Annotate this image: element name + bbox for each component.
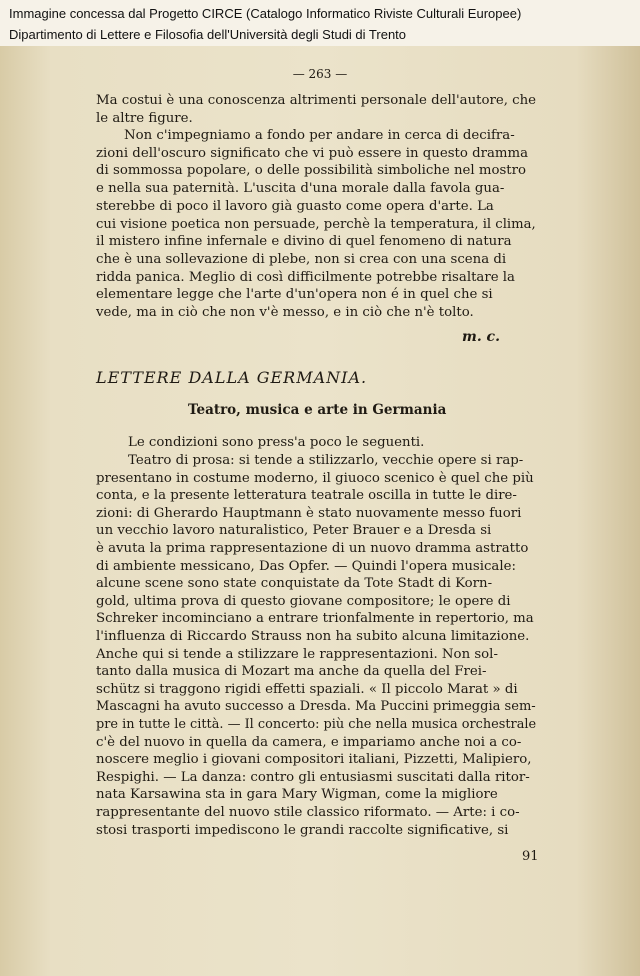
text-line: un vecchio lavoro naturalistico, Peter Brauer e a Dresda si (96, 523, 492, 539)
text-line: zioni dell'oscuro significato che vi può essere in questo dramma (96, 145, 529, 161)
text-line: il mistero infine infernale e divino di quel fenomeno di natura (96, 234, 512, 250)
text-line: pre in tutte le città. — Il concerto: più che nella musica orchestrale (96, 717, 537, 732)
text-line: è avuta la prima rappresentazione di un nuovo dramma astratto (96, 541, 529, 556)
text-line: gold, ultima prova di questo giovane compositore; le opere di (96, 593, 511, 609)
author-signature: m. c. (462, 329, 500, 345)
text-line: zioni: di Gherardo Hauptmann è stato nuovamente messo fuori (96, 505, 522, 521)
text-line: stosi trasporti impediscono le grandi raccolte significative, si (96, 822, 509, 838)
banner-line-2: Dipartimento di Lettere e Filosofia dell'Università degli Studi di Trento (9, 27, 407, 42)
text-line: alcune scene sono state conquistate da Tote Stadt di Korn- (96, 576, 493, 592)
text-line: ridda panica. Meglio di così difficilmente potrebbe risaltare la (96, 269, 515, 285)
text-line: Respighi. — La danza: contro gli entusiasmi suscitati dalla ritor- (96, 769, 530, 785)
text-line: Ma costui è una conoscenza altrimenti personale dell'autore, che (96, 93, 537, 108)
banner-line-1: Immagine concessa dal Progetto CIRCE (Catalogo Informatico Riviste Culturali Europee) (9, 6, 522, 21)
text-line: Le condizioni sono press'a poco le seguenti. (128, 435, 425, 450)
text-line: che è una sollevazione di plebe, non si crea con una scena di (96, 251, 507, 267)
text-line: nata Karsawina sta in gara Mary Wigman, come la migliore (96, 787, 498, 803)
article-subtitle: Teatro, musica e arte in Germania (188, 402, 447, 418)
text-line: Schreker incominciano a entrare trionfalmente in repertorio, ma (96, 611, 534, 627)
text-line: schütz si traggono rigidi effetti spaziali. « Il piccolo Marat » di (96, 681, 518, 697)
text-line: e nella sua paternità. L'uscita d'una morale dalla favola gua- (96, 181, 505, 197)
scanned-page (0, 46, 640, 976)
text-line: Mascagni ha avuto successo a Dresda. Ma Puccini primeggia sem- (96, 699, 536, 715)
text-line: di sommossa popolare, o delle possibilità simboliche nel mostro (96, 163, 527, 179)
section-title: LETTERE DALLA GERMANIA. (96, 368, 368, 387)
text-line: noscere meglio i giovani compositori italiani, Pizzetti, Malipiero, (96, 752, 532, 768)
text-line: cui visione poetica non persuade, perchè la temperatura, il clima, (96, 216, 536, 232)
text-line: l'influenza di Riccardo Strauss non ha subito alcuna limitazione. (96, 629, 530, 644)
text-line: conta, e la presente letteratura teatrale oscilla in tutte le dire- (96, 488, 517, 504)
text-line: tanto dalla musica di Mozart ma anche da quella del Frei- (96, 664, 487, 680)
text-line: di ambiente messicano, Das Opfer. — Quindi l'opera musicale: (96, 558, 516, 574)
text-line: rappresentante del nuovo stile classico riformato. — Arte: i co- (96, 805, 520, 820)
text-line: c'è del nuovo in quella da camera, e impariamo anche noi a co- (96, 734, 522, 750)
text-line: elementare legge che l'arte d'un'opera non é in quel che si (96, 287, 493, 303)
text-line: sterebbe di poco il lavoro già guasto come opera d'arte. La (96, 198, 494, 214)
folio-number: 91 (522, 849, 539, 864)
text-line: Anche qui si tende a stilizzare le rappresentazioni. Non sol- (96, 646, 498, 662)
page-number: — 263 — (292, 67, 348, 81)
text-line: vede, ma in ciò che non v'è messo, e in ciò che n'è tolto. (96, 305, 474, 320)
text-line: Non c'impegniamo a fondo per andare in cerca di decifra- (124, 128, 515, 143)
text-line: presentano in costume moderno, il giuoco scenico è quel che più (96, 470, 534, 486)
text-line: Teatro di prosa: si tende a stilizzarlo, vecchie opere si rap- (128, 453, 524, 468)
text-line: le altre figure. (96, 110, 193, 126)
copyright-banner (0, 0, 640, 46)
